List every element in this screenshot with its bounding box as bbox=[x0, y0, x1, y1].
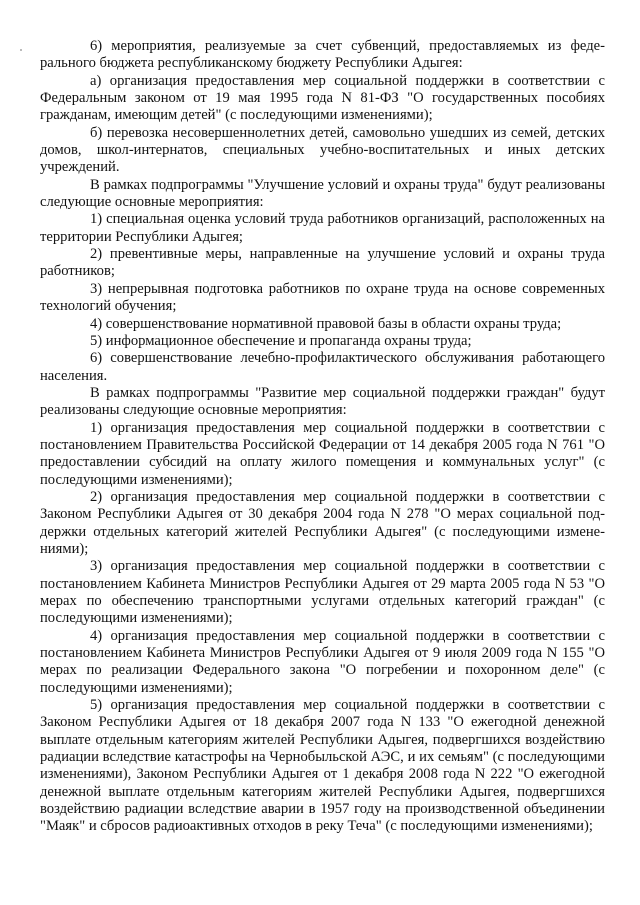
paragraph-subventions: 6) мероприятия, реализуемые за счет субвенций, предоставляемых из федерального бюджета республиканскому бюджету Республики Адыгея: bbox=[40, 38, 605, 72]
paragraph-support-4: 4) организация предоставления мер социальной поддержки в соответствии с постановлением Кабинета Министров Республики Адыгея от 9 июля 2009 года N 155 "О мерах по реализации Федерального закона "О погребении и похоронном деле" (с последующими изменениями); bbox=[40, 627, 605, 696]
paragraph-item-b: б) перевозка несовершеннолетних детей, самовольно ушедших из семей, детских домов, школ-интернатов, специальных учебно-воспитательных и иных детских учреждений. bbox=[40, 124, 605, 176]
paragraph-support-intro: В рамках подпрограммы "Развитие мер социальной поддержки граждан" будут реализованы следующие основные мероприятия: bbox=[40, 384, 605, 419]
paragraph-labor-2: 2) превентивные меры, направленные на улучшение условий и охраны труда работников; bbox=[40, 246, 605, 280]
paragraph-labor-intro: В рамках подпрограммы "Улучшение условий и охраны труда" будут реализованы следующие основные мероприятия: bbox=[40, 176, 605, 211]
document-page bbox=[40, 38, 605, 836]
paragraph-labor-5: 5) информационное обеспечение и пропаганда охраны труда; bbox=[90, 332, 472, 349]
paragraph-labor-6: 6) совершенствование лечебно-профилактического обслуживания работающего населения. bbox=[40, 350, 605, 384]
paragraph-support-1: 1) организация предоставления мер социальной поддержки в соответствии с постановлением Правительства Российской Федерации от 14 декабря 2005 года N 761 "О предоставлении субсидий на оплату жилого помещения и коммунальных услуг" (с последующими изменениями); bbox=[40, 419, 605, 488]
paragraph-support-5: 5) организация предоставления мер социальной поддержки в соответствии с Законом Республики Адыгея от 18 декабря 2007 года N 133 "О ежегодной денежной выплате отдельным категориям жителей Республики Адыгея, подвергшихся воздействию радиации вследствие катастрофы на Чернобыльской АЭС, и их семьям" (с последующими изменениями), Законом Республики Адыгея от 1 декабря 2008 года N 222 "О ежегодной денежной выплате отдельным категориям жителей Республики Адыгея, подвергшихся воздействию радиации вследствие аварии в 1957 году на производственной объединении "Маяк" и сбросов радиоактивных отходов в реку Теча" (с последующими изменениями); bbox=[40, 697, 605, 835]
paragraph-support-2: 2) организация предоставления мер социальной поддержки в соответствии с Законом Республики Адыгея от 30 декабря 2004 года N 278 "О мерах социальной поддержки отдельных категорий жителей Республики Адыгея" (с последующими изменениями); bbox=[40, 488, 605, 557]
paragraph-support-3: 3) организация предоставления мер социальной поддержки в соответствии с постановлением Кабинета Министров Республики Адыгея от 29 марта 2005 года N 53 "О мерах по обеспечению транспортными услугами отдельных категорий граждан" (с последующими изменениями); bbox=[40, 558, 605, 627]
paragraph-item-a: а) организация предоставления мер социальной поддержки в соответствии с Федеральным законом от 19 мая 1995 года N 81-ФЗ "О государственных пособиях гражданам, имеющим детей" (с последующими изменениями); bbox=[40, 72, 605, 124]
paragraph-labor-4: 4) совершенствование нормативной правовой базы в области охраны труда; bbox=[90, 315, 562, 332]
paragraph-labor-3: 3) непрерывная подготовка работников по охране труда на основе современных технологий обучения; bbox=[40, 280, 605, 315]
scan-speck bbox=[20, 49, 22, 51]
paragraph-labor-1: 1) специальная оценка условий труда работников организаций, расположенных на территории Республики Адыгея; bbox=[40, 211, 605, 245]
